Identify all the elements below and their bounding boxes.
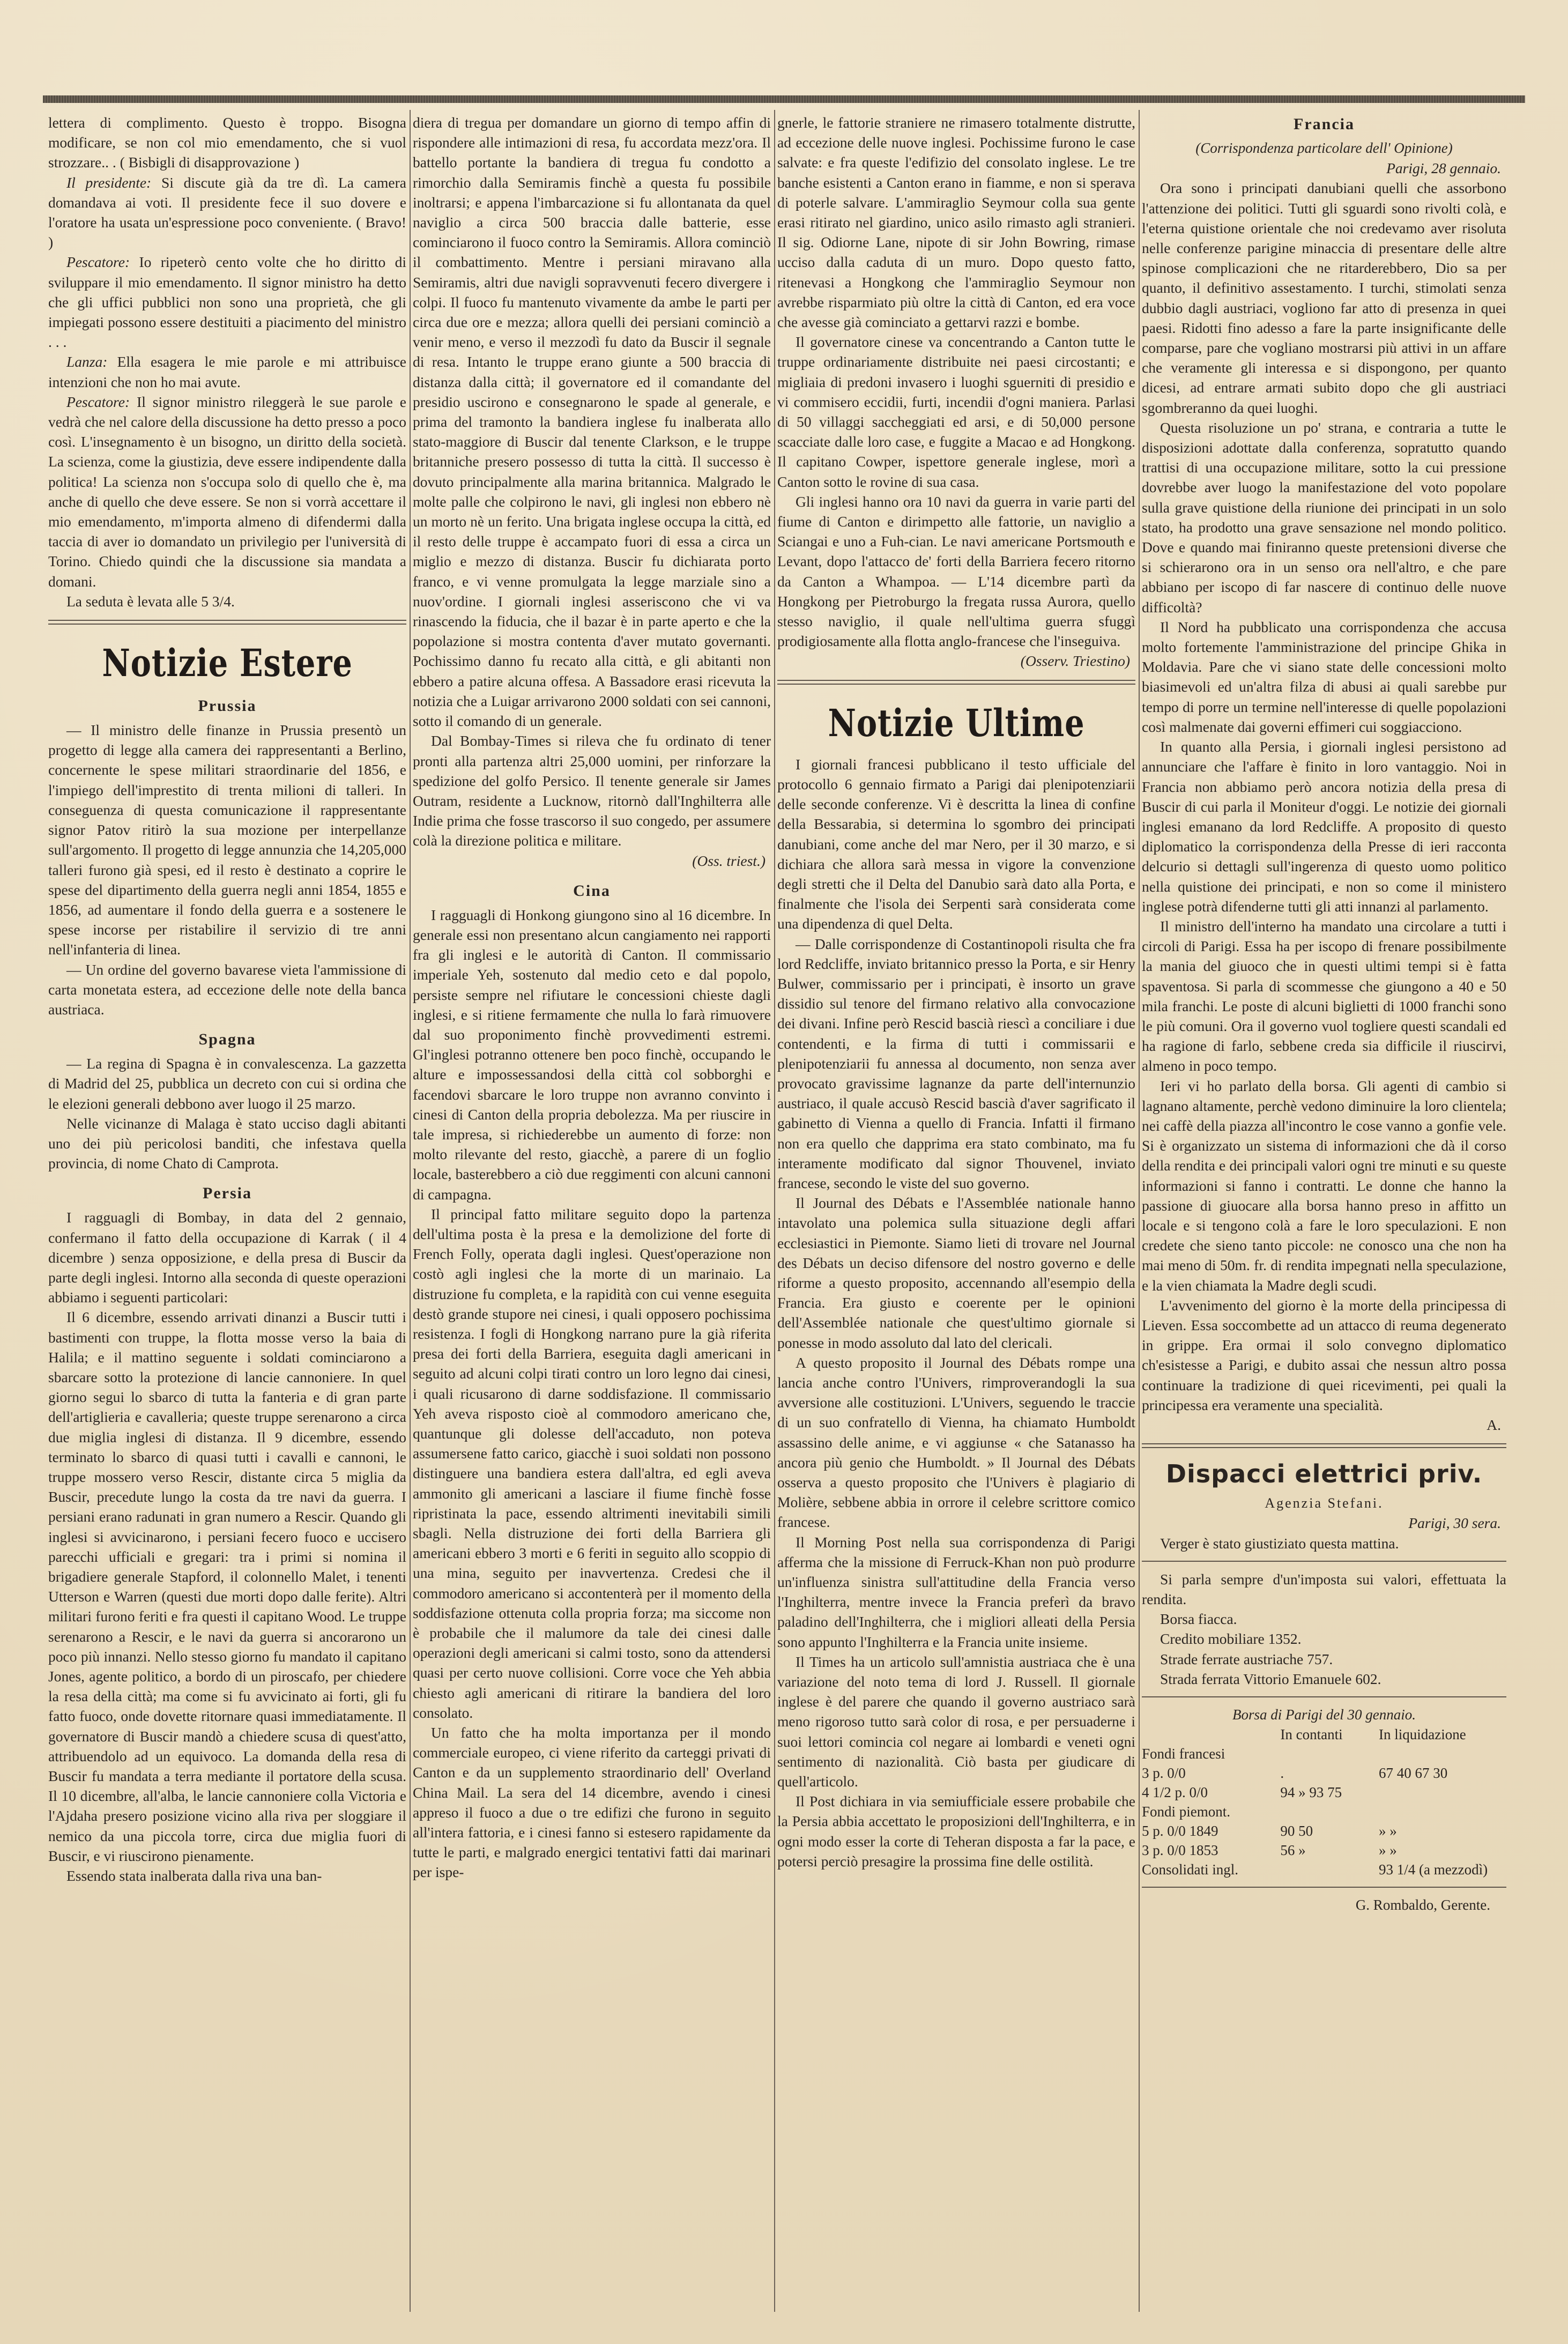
gerente-signature: G. Rombaldo, Gerente. xyxy=(1355,1897,1490,1913)
table-row xyxy=(1142,1763,1506,1783)
table-row xyxy=(1142,1821,1506,1841)
table-header-cell: In contanti xyxy=(1280,1726,1343,1743)
table-cell: Consolidati ingl. xyxy=(1142,1861,1239,1878)
column-rule xyxy=(410,110,411,2312)
source-credit: (Oss. triest.) xyxy=(692,852,766,869)
divider xyxy=(1142,1696,1506,1697)
table-row xyxy=(1142,1860,1506,1879)
section-title-notizie-ultime: Notizie Ultime xyxy=(828,700,1085,745)
paragraph-text: Ella esagera le mie parole e mi attribuisce intenzioni che non ho mai avute. xyxy=(48,353,406,390)
table-cell: » » xyxy=(1378,1842,1397,1859)
paragraph: Il governatore cinese va concentrando a Canton tutte le truppe ordinariamente distribuite nei paesi circostanti; e migliaia di predoni invasero i luoghi sguerniti di presidio e vi commisero eccidii, furti, incendii d'ogni maniera. Parlasi di 50 villaggi saccheggiati ed arsi, e di 50,000 persone scacciate dalle loro case, e fuggite a Macao e ad Hongkong. Il capitano Cowper, ispettore generale inglese, morì a Canton sotto le rovine di sua casa. xyxy=(777,333,1135,490)
column-3 xyxy=(777,113,1135,2312)
section-title-notizie-estere: Notizie Estere xyxy=(102,641,353,686)
column-rule xyxy=(774,110,775,2312)
dateline: Parigi, 28 gennaio. xyxy=(1386,160,1501,177)
speaker-label: Il presidente: xyxy=(66,174,152,191)
author-initial: A. xyxy=(1487,1416,1501,1433)
table-cell: 4 1/2 p. 0/0 xyxy=(1142,1784,1208,1801)
paragraph: I ragguagli di Bombay, in data del 2 gennaio, confermano il fatto della occupazione di Karrak ( il 4 dicembre ) senza opposizione, e della presa di Buscir da parte degli inglesi. Intorno alla seconda di queste operazioni abbiamo i seguenti particolari: xyxy=(48,1209,406,1306)
column-2 xyxy=(413,113,771,2312)
country-heading-cina: Cina xyxy=(573,881,611,900)
paragraph: Il ministro dell'interno ha mandato una circolare a tutti i circoli di Parigi. Essa ha per iscopo di frenare possibilmente la mania del giuoco che in questi ultimi tempi si è fatta spaventosa. Si parla di scommesse che giungono a 40 e 50 mila franchi. Le poste di alcuni biglietti di 1000 franchi sono le più comuni. Ora il governo vuol togliere questi scandali ed ha ragione di farlo, sebbene creda sia difficile il riuscirvi, almeno in poco tempo. xyxy=(1142,917,1506,1074)
paragraph: gnerle, le fattorie straniere ne rimasero totalmente distrutte, ad eccezione delle nuove inglesi. Pochissime furono le case salvate: e fra queste l'edifizio del consolato inglese. Le tre banche esistenti a Canton erano in fiamme, e non si sperava di poterle salvare. L'ammiraglio Seymour colla sua gente erasi ritirato nel giardino, unico asilo rimasto agli stranieri. Il sig. Odiorne Lane, nipote di sir John Bowring, rimase ucciso dalla caduta di un muro. Dopo questo fatto, ritenevasi a Hongkong che l'ammiraglio Seymour non avrebbe risparmiato più oltre la città di Canton, ed era voce che avesse già cominciato a gettarvi razzi e bombe. xyxy=(777,114,1135,331)
section-divider xyxy=(1142,1443,1506,1448)
paragraph: Ieri vi ho parlato della borsa. Gli agenti di cambio si lagnano altamente, perchè vedono diminuire la loro clientela; nei caffè della piazza all'incontro le cose vanno a gonfie vele. Si è organizzato un sistema di informazioni che dà il corso della rendita e dei principali valori ogni tre minuti e su queste informazioni si fanno i contratti. Le donne che hanno la passione di giuocare alla borsa hanno preso in affitto un locale e si tengono colà a fare le loro speculazioni. E non credete che sieno tanto piccole: ne conosco una che non ha mai meno di 50m. fr. di rendita impegnati nella speculazione, e la vien chiamata la Madre degli scudi. xyxy=(1142,1077,1506,1294)
table-cell: 56 » xyxy=(1280,1842,1306,1859)
speaker-label: Pescatore: xyxy=(66,254,130,271)
paragraph: — Il ministro delle finanze in Prussia presentò un progetto di legge alla camera dei rappresentanti a Berlino, concernente le spese militari straordinarie del 1856, e l'impiego dell'imprestito di trenta milioni di talleri. In conseguenza di questa comunicazione il rappresentante signor Patov ritirò la sua mozione per interpellanze sull'argomento. Il progetto di legge annunzia che 14,205,000 talleri furono già spesi, ed il resto è destinato a coprire le spese del dipartimento della guerra negli anni 1854, 1855 e 1856, ad aumentare il fondo della guerra e a sostenere le spese incorse per ristabilire il servizio di tre anni nell'infanteria di linea. xyxy=(48,722,406,958)
borsa-title: Borsa di Parigi del 30 gennaio. xyxy=(1232,1707,1416,1723)
paragraph: Strada ferrata Vittorio Emanuele 602. xyxy=(1160,1670,1381,1687)
paragraph-text: Si discute già da tre dì. La camera domandava ai voti. Il presidente fece il suo dovere e l'oratore ha usata un'espressione poco conveniente. ( Bravo! ) xyxy=(48,174,406,251)
paragraph: Dal Bombay-Times si rileva che fu ordinato di tener pronti alla partenza altri 25,000 uomini, per rinforzare la spedizione del golfo Persico. Il tenente generale sir James Outram, residente a Lucknow, ritornò dall'Inghilterra alle Indie prima che fosse trascorso il suo congedo, per assumere colà la direzione politica e militare. xyxy=(413,732,771,849)
source-credit: (Osserv. Triestino) xyxy=(1020,652,1130,670)
paragraph xyxy=(48,252,406,352)
paragraph: Essendo stata inalberata dalla riva una ban- xyxy=(66,1867,322,1885)
paragraph: — Un ordine del governo bavarese vieta l'ammissione di carta monetata estera, ad eccezione delle note della banca austriaca. xyxy=(48,961,406,1018)
table-cell: Fondi francesi xyxy=(1142,1746,1225,1762)
paragraph-text: Io ripeterò cento volte che ho diritto di sviluppare il mio emendamento. Il signor ministro ha detto che gli uffici pubblici non sono una proprietà, che gli impiegati possono essere destituiti a piacimento del ministro . . . xyxy=(48,254,406,351)
paragraph: Gli inglesi hanno ora 10 navi da guerra in varie parti del fiume di Canton e dirimpetto alle fattorie, un naviglio a Sciangai e uno a Fuh-cian. Le navi americane Portsmouth e Levant, dopo l'attacco de' forti della Barriera fecero ritorno da Canton a Whampoa. — L'14 dicembre partì da Hongkong per Pietroburgo la fregata russa Aurora, quello stesso naviglio, il quale nell'ultima guerra sfuggì prodigiosamente alla flotta anglo-francese che l'inseguiva. xyxy=(777,493,1135,650)
table-row xyxy=(1142,1802,1506,1821)
paragraph: lettera di complimento. Questo è troppo. Bisogna modificare, se non col mio emendamento, che si vuol strozzare.. . ( Bisbigli di disapprovazione ) xyxy=(48,114,406,171)
table-cell: 90 50 xyxy=(1280,1823,1313,1839)
table-cell xyxy=(1379,1802,1506,1821)
paragraph xyxy=(48,173,406,253)
paragraph-text: Il signor ministro rileggerà le sue parole e vedrà che nel calore della discussione ha detto presso a poco così. L'insegnamento è un bisogno, un diritto della società. La scienza, come la giustizia, deve essere indipendente dalla politica! La scienza non s'occupa solo di quello che è, ma anche di quello che deve essere. Se non si vorrà accettare il mio emendamento, m'importa almeno di difendermi dalla taccia di aver io domandato un privilegio per l'università di Torino. Chiedo quindi che la discussione sia mandata a domani. xyxy=(48,393,406,590)
country-heading-spagna: Spagna xyxy=(198,1030,256,1049)
paragraph: Questa risoluzione un po' strana, e contraria a tutte le disposizioni adottate dalla conferenza, sopratutto quando trattisi di una occupazione militare, sotto la cui pressione dovrebbe aver luogo la manifestazione del voto popolare sulla grave quistione della riunione dei principati in un solo stato, ha prodotto una grave sensazione nel mondo politico. Dove e quando mai finiranno queste pretensioni diverse che si schierarono ora in un senso ora nell'altro, e che pare abbiano per iscopo di far nascere di continuo delle nuove difficoltà? xyxy=(1142,419,1506,615)
column-1 xyxy=(48,113,406,2312)
top-border-band xyxy=(43,95,1525,103)
table-cell xyxy=(1280,1802,1379,1821)
paragraph: — La regina di Spagna è in convalescenza. La gazzetta di Madrid del 25, pubblica un decreto con cui si ordina che le elezioni generali debbono aver luogo il 25 marzo. xyxy=(48,1055,406,1112)
table-row xyxy=(1142,1744,1506,1763)
table-row xyxy=(1142,1841,1506,1860)
paragraph: Il Times ha un articolo sull'amnistia austriaca che è una variazione del noto tema di lord J. Russell. Il giornale inglese è del parere che quando il governo austriaco sarà meno rigoroso tutto sarà color di rosa, e per persuaderne i suoi lettori comincia col negare ai lombardi e veneti ogni sentimento di nazionalità. Ciò basta per giudicare di quell'articolo. xyxy=(777,1653,1135,1790)
table-row xyxy=(1142,1783,1506,1802)
table-cell: 3 p. 0/0 xyxy=(1142,1765,1186,1782)
table-cell: . xyxy=(1280,1765,1284,1782)
table-cell: 93 1/4 (a mezzodì) xyxy=(1378,1861,1488,1878)
paragraph: Il Nord ha pubblicato una corrispondenza che accusa molto fortemente l'amministrazione del principe Ghika in Moldavia. Pare che vi siano state delle concessioni molto biasimevoli ed un'altra filza di abusi ai quali sarebbe pur tempo di porre un termine nell'interesse di quelle popolazioni così malmenate dai governi effimeri cui soggiacciono. xyxy=(1142,618,1506,735)
section-title-dispacci: Dispacci elettrici priv. xyxy=(1165,1459,1483,1489)
paragraph: Strade ferrate austriache 757. xyxy=(1160,1650,1333,1667)
country-heading-francia: Francia xyxy=(1294,115,1355,133)
divider xyxy=(1142,1561,1506,1562)
paragraph xyxy=(48,352,406,391)
byline: (Corrispondenza particolare dell' Opinione) xyxy=(1195,140,1453,156)
table-cell xyxy=(1379,1744,1506,1763)
paragraph: Il 6 dicembre, essendo arrivati dinanzi a Buscir tutti i bastimenti con truppe, la flotta mosse verso la baia di Halila; e il mattino seguente i soldati cominciarono a sbarcare sotto la protezione di lancie cannoniere. In quel giorno segui lo sbarco di tutta la fanteria e di gran parte dell'artiglieria e cavalleria; queste truppe serenarono a circa due miglia inglesi di distanza. Il 9 dicembre, essendo terminato lo sbarco di quasi tutti i cavalli e cannoni, le truppe mossero verso Rescir, distante circa 5 miglia da Buscir, precedute lungo la costa da tre navi da guerra. I persiani erano radunati in gran numero a Rescir. Quando gli inglesi si avvicinarono, i persiani fecero fuoco e uccisero parecchi ufficiali e gregari: tra i primi si nomina il brigadiere generale Stapford, il colonnello Malet, i tenenti Utterson e Warren (questi due morti dopo dalle ferite). Altri militari furono feriti e fra questi il capitano Wood. Le truppe serenarono a Rescir, e le navi da guerra si ancorarono un poco più innanzi. Nello stesso giorno fu mandato il capitano Jones, agente politico, a bordo di un piroscafo, per chiedere la resa della città; ma come si fu avvicinato ai forti, gli fu fatto fuoco, onde dovette ritornare quasi immediatamente. Il governatore di Buscir mandò a chiedere scusa di quest'atto, attribuendolo ad un equivoco. La domanda della resa di Buscir fu mandata a terra mediante il portatore della scusa. Il 10 dicembre, all'alba, le lancie cannoniere colla Victoria e l'Ajdaha presero posizione vicino alla riva per sloggiare il nemico da una piccola torre, circa due miglia fuori di Buscir, e vi riuscirono pienamente. xyxy=(48,1309,406,1864)
divider xyxy=(1142,1887,1506,1888)
paragraph: In quanto alla Persia, i giornali inglesi persistono ad annunciare che l'affare è finito in loro vantaggio. Noi in Francia non abbiamo però ancora notizia della presa di Buscir di cui parla il Moniteur d'oggi. Le notizie dei giornali inglesi emanano da lord Redcliffe. A proposito di questo diplomatico la corrispondenza della Presse di ieri racconta delcurio si dettagli sull'ingerenza di questo uomo politico nella quistione dei principati, e non so come il ministero inglese potrà difenderne tutti gli atti innanzi al parlamento. xyxy=(1142,738,1506,915)
paragraph: Nelle vicinanze di Malaga è stato ucciso dagli abitanti uno dei più pericolosi banditi, che infestava quella provincia, di nome Chato di Camprota. xyxy=(48,1115,406,1172)
table-cell: 67 40 67 30 xyxy=(1378,1765,1448,1782)
table-cell xyxy=(1379,1783,1506,1802)
paragraph: Un fatto che ha molta importanza per il mondo commerciale europeo, ci viene riferito da carteggi privati di Canton e da un supplemento straordinario dell' Overland China Mail. La sera del 14 dicembre, avendo i cinesi appreso il fuoco a due o tre edifizi che furono in seguito all'intera fattoria, e i cinesi fanno si estesero rapidamente da tutte le parti, e malgrado energici tentativi fatti dai marinari per ispe- xyxy=(413,1724,771,1881)
table-cell xyxy=(1280,1860,1379,1879)
agency-name: Agenzia Stefani. xyxy=(1265,1495,1384,1511)
table-cell: Fondi piemont. xyxy=(1142,1804,1231,1820)
table-cell: 5 p. 0/0 1849 xyxy=(1142,1823,1218,1839)
table-header-row xyxy=(1142,1725,1506,1744)
paragraph: — Dalle corrispondenze di Costantinopoli risulta che fra lord Redcliffe, inviato britannico presso la Porta, e sir Henry Bulwer, commissario per i principati, è insorto un grave dissidio sul tenore del firmano relativo alla convocazione dei divani. Infine però Rescid bascià riescì a conciliare i due contendenti, e la firma di tutti i commissarii e plenipotenziarii fu annessa al documento, non senza aver provocato gravissime lagnanze da parte dell'internunzio austriaco, il quale accusò Rescid bascià d'aver sagrificato il gabinetto di Vienna a quello di Francia. Infatti il firmano non era quello che dapprima era stato combinato, ma fu interamente modificato dal signor Thouvenel, inviato francese, secondo le viste del suo governo. xyxy=(777,935,1135,1191)
paragraph: Verger è stato giustiziato questa mattina. xyxy=(1160,1534,1399,1552)
column-rule xyxy=(1139,110,1140,2312)
paragraph: La seduta è levata alle 5 3/4. xyxy=(66,592,235,610)
table-cell: 3 p. 0/0 1853 xyxy=(1142,1842,1218,1859)
paragraph: Il Post dichiara in via semiufficiale essere probabile che la Persia abbia accettato le proposizioni dell'Inghilterra, e in ogni modo esser la corte di Teheran disposta a far la pace, e potersi perciò presagire la prossima fine delle ostilità. xyxy=(777,1793,1135,1870)
paragraph: Credito mobiliare 1352. xyxy=(1160,1630,1302,1648)
paragraph: I ragguagli di Honkong giungono sino al 16 dicembre. In generale essi non presentano alcun cangiamento nei rapporti fra gli inglesi e le autorità di Canton. Il commissario imperiale Yeh, sostenuto dal medio ceto e dal popolo, persiste sempre nel rifiutare le concessioni chieste dagli inglesi, e si ritiene fermamente che nulla lo farà rimuovere dal suo proponimento finchè provvedimenti estremi. Gl'inglesi potranno ottenere ben poco finchè, occupando le alture e impossessandosi della città col sobborghi e facendovi sbarcare le loro truppe non avranno convinto i cinesi di Canton della propria debolezza. Ma per riuscire in tale impresa, si richiederebbe un aumento di forze: non molto rilevante del resto, giacchè, a parere di un foglio locale, basterebbero a ciò due reggimenti con alcuni cannoni di campagna. xyxy=(413,906,771,1203)
paragraph: I giornali francesi pubblicano il testo ufficiale del protocollo 6 gennaio firmato a Parigi dai plenipotenziarii delle seconde conferenze. Vi è descritta la linea di confine della Bessarabia, si determina lo sgombro dei principati danubiani, come anche del mar Nero, per il 30 marzo, e si dichiara che allora sarà messa in vigore la convenzione degli stretti che il Delta del Danubio sarà dato alla Porta, e finalmente che l'isola dei Serpenti sarà considerata come una dipendenza di quel Delta. xyxy=(777,755,1135,932)
country-heading-persia: Persia xyxy=(203,1184,252,1203)
paragraph: Si parla sempre d'un'imposta sui valori, effettuata la rendita. xyxy=(1142,1570,1506,1608)
table-header-cell: In liquidazione xyxy=(1378,1726,1466,1743)
paragraph xyxy=(48,392,406,591)
speaker-label: Pescatore: xyxy=(66,393,130,410)
paragraph: Il principal fatto militare seguito dopo la partenza dell'ultima posta è la presa e la demolizione del forte di French Folly, operata dagli inglesi. Quest'operazione non costò agli inglesi che la morte di un marinaio. La distruzione fu completa, e la rapidità con cui venne eseguita destò grande stupore nei cinesi, i quali opposero pochissima resistenza. I fogli di Hongkong narrano pure la già riferita presa dei forti della Barriera, eseguita dagli americani in seguito ad alcuni colpi tirati contro un loro legno dai cinesi, i quali ricusarono di darne soddisfazione. Il commissario Yeh aveva risposto cioè al commodoro americano che, quantunque gli dolesse dell'accaduto, non poteva assumersene fatto carico, giacchè i suoi soldati non possono distinguere una bandiera estera dall'altra, ed egli aveva ammonito gli americani a lasciare il fiume finchè fosse ripristinata la pace, essendo altrimenti inevitabili simili sbagli. Nella distruzione dei forti della Barriera gli americani ebbero 3 morti e 6 feriti in seguito allo scoppio di una mina, seguito per inavvertenza. Credesi che il commodoro americano si accontenterà per il momento della soddisfazione ottenuta colla propria forza; ma siccome non è probabile che il malumore da tale dei cinesi dalle operazioni degli americani si calmi tosto, sono da attendersi quasi per certo nuove collisioni. Corre voce che Yeh abbia chiesto agli americani di ritirare la bandiera del loro consolato. xyxy=(413,1205,771,1721)
section-divider xyxy=(48,620,406,625)
paragraph: Il Journal des Débats e l'Assemblée nationale hanno intavolato una polemica sulla situazione degli affari ecclesiastici in Piemonte. Siamo lieti di trovare nel Journal des Débats un deciso difensore del nostro governo e delle riforme a questo proposito, accennando all'esempio della Francia. Era giusto e coerente per le opinioni dell'Assemblée nationale che quest'ultimo giornale si ponesse in modo assoluto dal lato del clericali. xyxy=(777,1195,1135,1351)
dateline: Parigi, 30 sera. xyxy=(1408,1515,1501,1532)
paragraph: Borsa fiacca. xyxy=(1160,1611,1237,1628)
table-cell: » » xyxy=(1378,1823,1397,1839)
stock-quotes-table xyxy=(1142,1725,1506,1879)
paragraph: Ora sono i principati danubiani quelli che assorbono l'attenzione dei politici. Tutti gli sguardi sono rivolti colà, e l'eterna quistione orientale che noi credevamo aver risoluta nelle conferenze parigine minaccia di presentare delle altre spinose complicazioni che ne ritarderebbero, Dio sa per quanto, il definitivo assestamento. I turchi, stimolati senza dubbio dagli austriaci, vogliono far atto di presenza in quei paesi. Ridotti fino adesso a fare la parte insignificante delle comparse, pare che vogliano mostrarsi più attivi in un affare che veramente gli interessa e si dispongono, per quanto dicesi, ad entrare armati subito dopo che gli austriaci sgombreranno da quei luoghi. xyxy=(1142,180,1506,416)
country-heading-prussia: Prussia xyxy=(198,697,257,715)
table-cell: 94 » 93 75 xyxy=(1280,1784,1342,1801)
paragraph: A questo proposito il Journal des Débats rompe una lancia anche contro l'Univers, rimproverandogli la sua avversione alle costituzioni. L'Univers, seguendo le traccie di un suo confratello di Vienna, ha chiamato Humboldt assassino delle anime, e vi aggiunse « che Satanasso ha ancora più genio che Humboldt. » Il Journal des Débats osserva a questo proposito che l'Univers è plagiario di Molière, sebbene abbia in orrore il celebre scrittore comico francese. xyxy=(777,1354,1135,1531)
section-divider xyxy=(777,680,1135,685)
table-cell xyxy=(1280,1744,1379,1763)
paragraph: diera di tregua per domandare un giorno di tempo affin di rispondere alle intimazioni di resa, fu accordata mezz'ora. Il battello portante la bandiera di tregua fu condotto a rimorchio dalla Semiramis finchè a questa fu possibile inoltrarsi; e appena l'imbarcazione si fu allontanata da quel naviglio a circa 500 braccia dalle batterie, esse cominciarono il fuoco contro la Semiramis. Allora cominciò il combattimento. Mentre i persiani miravano alla Semiramis, altri due navigli sopravvenuti fecero divergere i colpi. Il fuoco fu mantenuto vivamente da ambe le parti per circa due ore e mezza; allora quelli dei persiani cominciò a venir meno, e verso il mezzodì fu dato da Buscir il segnale di resa. Intanto le truppe erano giunte a 500 braccia di distanza dalla città; il governatore ed il comandante del presidio uscirono e consegnarono le spade al generale, e prima del tramonto la bandiera inglese fu inalberata allo stato-maggiore di Buscir dal tenente Clarkson, e le truppe britanniche presero possesso di tutta la città. Il successo è dovuto principalmente alla marina britannica. Malgrado le molte palle che colpirono le navi, gli inglesi non ebbero nè un morto nè un ferito. Una brigata inglese occupa la città, ed il resto delle truppe è accampato fuori di essa a circa un miglio e mezzo di distanza. Buscir fu dichiarata porto franco, e vi venne promulgata la legge marziale sino a nuov'ordine. I giornali inglesi asseriscono che vi va rinascendo la fiducia, che il bazar è in parte aperto e che la popolazione si mostra contenta d'aver mutato governanti. Pochissimo danno fu recato alla città, e gli abitanti non ebbero a patire alcuna offesa. A Bassadore erasi ricevuta la notizia che a Luigar arrivarono 2000 soldati con sei cannoni, sotto il comando di un generale. xyxy=(413,114,771,730)
table-header-cell xyxy=(1142,1725,1280,1744)
speaker-label: Lanza: xyxy=(66,353,108,370)
paragraph: Il Morning Post nella sua corrispondenza di Parigi afferma che la missione di Ferruck-Khan non può produrre un'influenza sinistra sull'attitudine della Francia verso l'Inghilterra, mentre invece la Francia preferì da bravo paladino dell'Inghilterra, che i migliori alleati della Persia sono appunto l'Inghilterra e la Francia unite insieme. xyxy=(777,1533,1135,1650)
column-4 xyxy=(1142,113,1506,2312)
paragraph: L'avvenimento del giorno è la morte della principessa di Lieven. Essa soccombette ad un attacco di reuma degenerato in grippe. Era ormai il solo convegno diplomatico ch'esistesse a Parigi, e dubito assai che nessun altro possa continuare la tradizione di quei ricevimenti, pei quali la principessa era veramente una specialità. xyxy=(1142,1296,1506,1413)
